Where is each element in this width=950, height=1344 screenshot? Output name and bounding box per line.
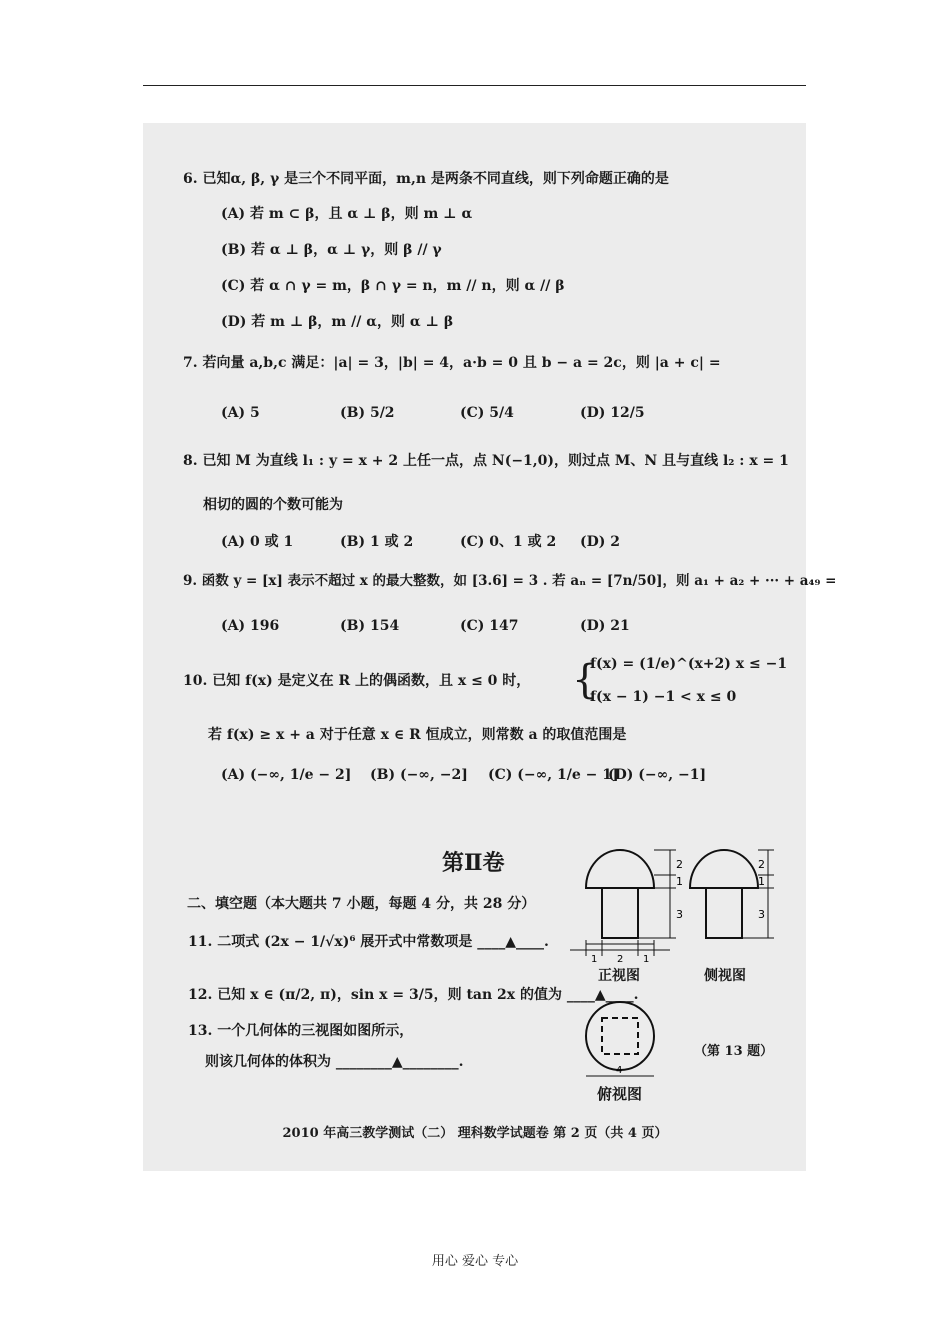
q10-option-c: (C) (−∞, 1/e − 1] (488, 767, 619, 783)
q9-stem: 9. 函数 y = [x] 表示不超过 x 的最大整数，如 [3.6] = 3 . 若 aₙ = [7n/50]，则 a₁ + a₂ + ··· + a₄₉ = (183, 573, 837, 589)
front-bottom-dim-mid: 2 (617, 954, 624, 965)
q10-piece-1: f(x) = (1/e)^(x+2) x ≤ −1 (590, 656, 788, 672)
front-dim-2-label: 2 (676, 858, 683, 871)
q8-option-a: (A) 0 或 1 (221, 534, 294, 550)
side-view-label: 侧视图 (704, 968, 746, 984)
section-2-title: 第Ⅱ卷 (442, 850, 505, 876)
q13-line-1: 13. 一个几何体的三视图如图所示， (188, 1023, 414, 1039)
fill-in-header: 二、填空题（本大题共 7 小题，每题 4 分，共 28 分） (187, 896, 536, 912)
side-view (690, 850, 758, 938)
top-rule (143, 85, 806, 86)
q8-stem: 8. 已知 M 为直线 l₁ : y = x + 2 上任一点，点 N(−1,0)，则过点 M、N 且与直线 l₂ : x = 1 (183, 453, 789, 469)
q7-stem: 7. 若向量 a,b,c 满足：|a| = 3，|b| = 4，a·b = 0 且 b − a = 2c，则 |a + c| = (183, 355, 721, 371)
q10-stem: 10. 已知 f(x) 是定义在 R 上的偶函数，且 x ≤ 0 时， (183, 673, 531, 689)
front-view-label: 正视图 (598, 968, 640, 984)
top-view (586, 1002, 654, 1070)
q8-stem-continued: 相切的圆的个数可能为 (203, 497, 343, 513)
side-dim-3-label: 3 (758, 908, 765, 921)
figure-caption: （第 13 题） (694, 1044, 774, 1059)
front-bottom-dim-left: 1 (591, 954, 598, 965)
q6-stem: 6. 已知α, β, γ 是三个不同平面，m,n 是两条不同直线，则下列命题正确的是 (183, 171, 669, 187)
q10-option-a: (A) (−∞, 1/e − 2] (221, 767, 352, 783)
q13-line-2: 则该几何体的体积为 ________▲________. (205, 1054, 464, 1070)
q9-option-d: (D) 21 (580, 618, 630, 634)
q6-option-d: (D) 若 m ⊥ β，m // α，则 α ⊥ β (221, 314, 454, 330)
q8-option-b: (B) 1 或 2 (340, 534, 414, 550)
q7-option-d: (D) 12/5 (580, 405, 645, 421)
q6-option-b: (B) 若 α ⊥ β，α ⊥ γ，则 β // γ (221, 242, 442, 258)
q12: 12. 已知 x ∈ (π/2, π)，sin x = 3/5，则 tan 2x 的值为 ____▲____. (188, 987, 639, 1003)
q9-option-c: (C) 147 (460, 618, 519, 634)
front-view (586, 850, 654, 938)
q10-option-d: (D) (−∞, −1] (608, 767, 707, 783)
q11: 11. 二项式 (2x − 1/√x)⁶ 展开式中常数项是 ____▲____. (188, 934, 549, 950)
top-dim-4-label: 4 (616, 1065, 623, 1076)
front-dim-1-label: 1 (676, 875, 683, 888)
q7-option-a: (A) 5 (221, 405, 260, 421)
front-bottom-dim-right: 1 (643, 954, 650, 965)
q8-option-c: (C) 0、1 或 2 (460, 534, 557, 550)
side-dim-2-label: 2 (758, 858, 765, 871)
q10-brace: { (572, 657, 598, 703)
side-dim-1-label: 1 (758, 875, 765, 888)
page-footer: 2010 年高三教学测试（二） 理科数学试题卷 第 2 页（共 4 页） (282, 1126, 668, 1141)
q9-option-b: (B) 154 (340, 618, 400, 634)
q7-option-b: (B) 5/2 (340, 405, 395, 421)
q10-stem-continued: 若 f(x) ≥ x + a 对于任意 x ∈ R 恒成立，则常数 a 的取值范围是 (208, 727, 627, 743)
q6-option-a: (A) 若 m ⊂ β，且 α ⊥ β，则 m ⊥ α (221, 206, 473, 222)
q9-option-a: (A) 196 (221, 618, 280, 634)
q7-option-c: (C) 5/4 (460, 405, 514, 421)
q8-option-d: (D) 2 (580, 534, 621, 550)
q6-option-c: (C) 若 α ∩ γ = m，β ∩ γ = n，m // n，则 α // β (221, 278, 565, 294)
top-view-label: 俯视图 (597, 1085, 643, 1103)
front-dim-3-label: 3 (676, 908, 683, 921)
q10-piece-2: f(x − 1) −1 < x ≤ 0 (590, 689, 737, 705)
bottom-slogan: 用心 爱心 专心 (431, 1254, 519, 1269)
q10-option-b: (B) (−∞, −2] (370, 767, 468, 783)
